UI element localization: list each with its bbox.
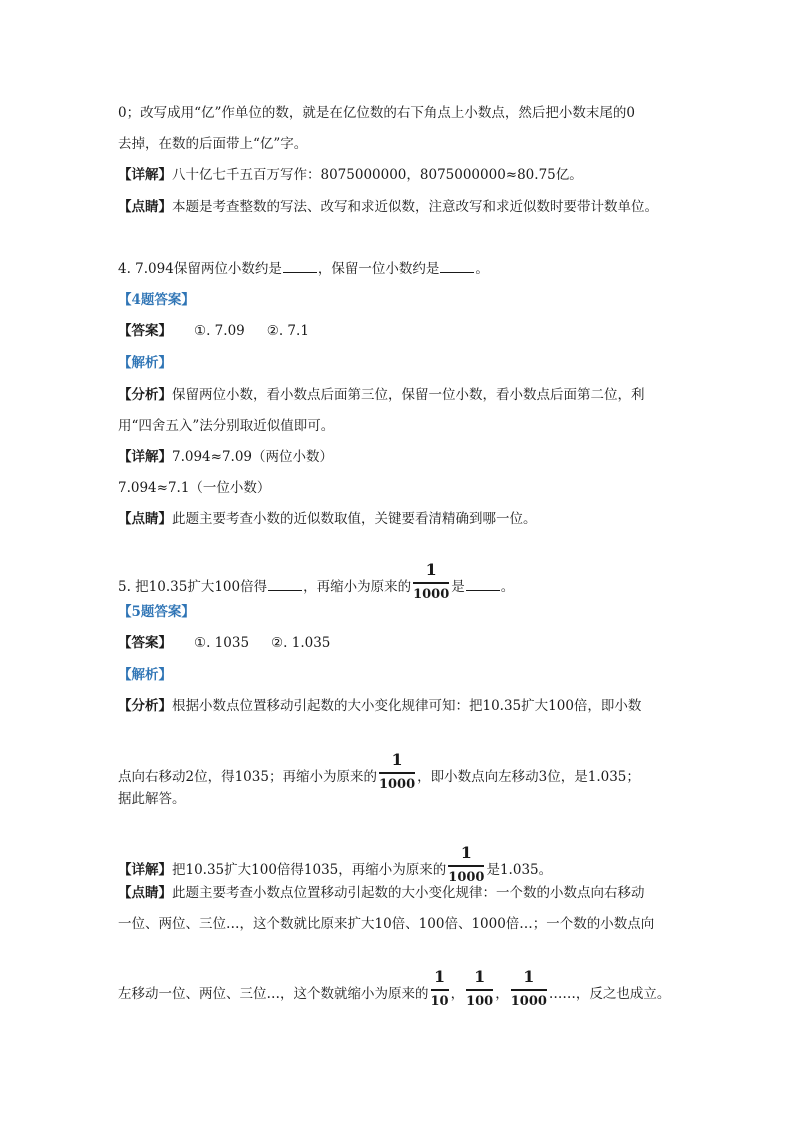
dianjing-line	[118, 510, 537, 528]
fraction: $\frac{1}{100}$	[466, 967, 494, 1009]
xiangjie-tag: 【详解】	[118, 167, 172, 183]
answer-line-4	[118, 322, 309, 340]
dianjing-text: 此题主要考查小数的近似数取值，关键要看清精确到哪一位。	[172, 511, 537, 527]
dianjing-text: 此题主要考查小数点位置移动引起数的大小变化规律：一个数的小数点向右移动	[172, 885, 645, 901]
answer-blank	[283, 260, 317, 273]
xiangjie-tag: 【详解】	[118, 449, 172, 465]
answer-value: ②. 1.035	[271, 635, 331, 651]
question-text: 。	[475, 261, 489, 277]
fenxi-line	[118, 750, 640, 797]
answer-tag: 【答案】	[118, 323, 172, 339]
answer-blank	[440, 260, 474, 273]
question-text: 是	[451, 578, 465, 595]
question-4	[118, 260, 489, 278]
fenxi-text: 保留两位小数，看小数点后面第三位，保留一位小数，看小数点后面第二位，利	[172, 387, 645, 403]
paragraph-line: 0；改写成用“亿”作单位的数，就是在亿位数的右下角点上小数点，然后把小数末尾的0	[118, 105, 635, 121]
dianjing-line: 左移动一位、两位、三位…，这个数就缩小为原来的 $\frac{1}{10}$ ， $\frac{1}{100}$ ， $\frac{1}{1000}$ ……，反之也成立。	[118, 967, 671, 1009]
dianjing-text: ，反之也成立。	[575, 985, 671, 1002]
answer-blank	[268, 578, 302, 591]
answer-blank	[466, 578, 500, 591]
fraction: $\frac{1}{1000}$	[378, 750, 416, 792]
fenxi-line: 用“四舍五入”法分别取近似值即可。	[118, 418, 335, 434]
dianjing-tag: 【点睛】	[118, 885, 172, 901]
answer-header-5: 【5题答案】	[118, 604, 195, 620]
fraction: $\frac{1}{1000}$	[413, 560, 450, 602]
analysis-header-4: 【解析】	[118, 355, 172, 371]
paragraph-line: 去掉，在数的后面带上“亿”字。	[118, 136, 308, 152]
question-5	[118, 560, 515, 607]
question-text: 。	[500, 578, 515, 595]
fenxi-text: ，即小数点向左移动3位，是1.035；	[417, 768, 640, 785]
dianjing-text: 本题是考查整数的写法、改写和求近似数，注意改写和求近似数时要带计数单位。	[172, 199, 658, 215]
xiangjie-text: 是1.035。	[486, 861, 553, 878]
question-text: 5. 把10.35扩大100倍得	[118, 578, 268, 595]
fenxi-tag: 【分析】	[118, 387, 172, 403]
answer-tag: 【答案】	[118, 635, 172, 651]
fraction: $\frac{1}{1000}$	[448, 843, 485, 885]
question-text: 4. 7.094保留两位小数约是	[118, 261, 282, 277]
xiangjie-tag: 【详解】	[118, 861, 172, 878]
fenxi-text: 根据小数点位置移动引起数的大小变化规律可知：把10.35扩大100倍，即小数	[172, 698, 642, 714]
xiangjie-text: 八十亿七千五百万写作：8075000000，8075000000≈80.75亿。	[172, 167, 583, 183]
answer-value: ②. 7.1	[266, 323, 309, 339]
dianjing-line	[118, 884, 645, 902]
dianjing-tag: 【点睛】	[118, 199, 172, 215]
question-text: ，再缩小为原来的	[303, 578, 412, 595]
xiangjie-line	[118, 166, 583, 184]
dianjing-line	[118, 198, 658, 216]
dianjing-line: 一位、两位、三位…，这个数就比原来扩大10倍、100倍、1000倍…；一个数的小数点向	[118, 916, 655, 932]
xiangjie-text: 7.094≈7.09（两位小数）	[172, 449, 334, 465]
fenxi-line	[118, 386, 645, 404]
question-text: ，保留一位小数约是	[317, 261, 440, 277]
dianjing-tag: 【点睛】	[118, 511, 172, 527]
answer-value: ①. 1035	[194, 635, 250, 651]
fraction: $\frac{1}{1000}$	[510, 967, 547, 1009]
answer-value: ①. 7.09	[194, 323, 245, 339]
answer-line-5	[118, 634, 330, 652]
dianjing-text: 左移动一位、两位、三位…，这个数就缩小为原来的	[118, 985, 429, 1002]
xiangjie-line	[118, 448, 333, 466]
fenxi-line	[118, 697, 641, 715]
fenxi-tag: 【分析】	[118, 698, 172, 714]
answer-header-4: 【4题答案】	[118, 292, 195, 308]
fraction: $\frac{1}{10}$	[430, 967, 449, 1009]
analysis-header-5: 【解析】	[118, 667, 172, 683]
fenxi-text: 点向右移动2位，得1035；再缩小为原来的	[118, 768, 377, 785]
xiangjie-text: 把10.35扩大100倍得1035，再缩小为原来的	[172, 861, 447, 878]
fenxi-line: 据此解答。	[118, 791, 186, 807]
xiangjie-line: 7.094≈7.1（一位小数）	[118, 480, 271, 496]
